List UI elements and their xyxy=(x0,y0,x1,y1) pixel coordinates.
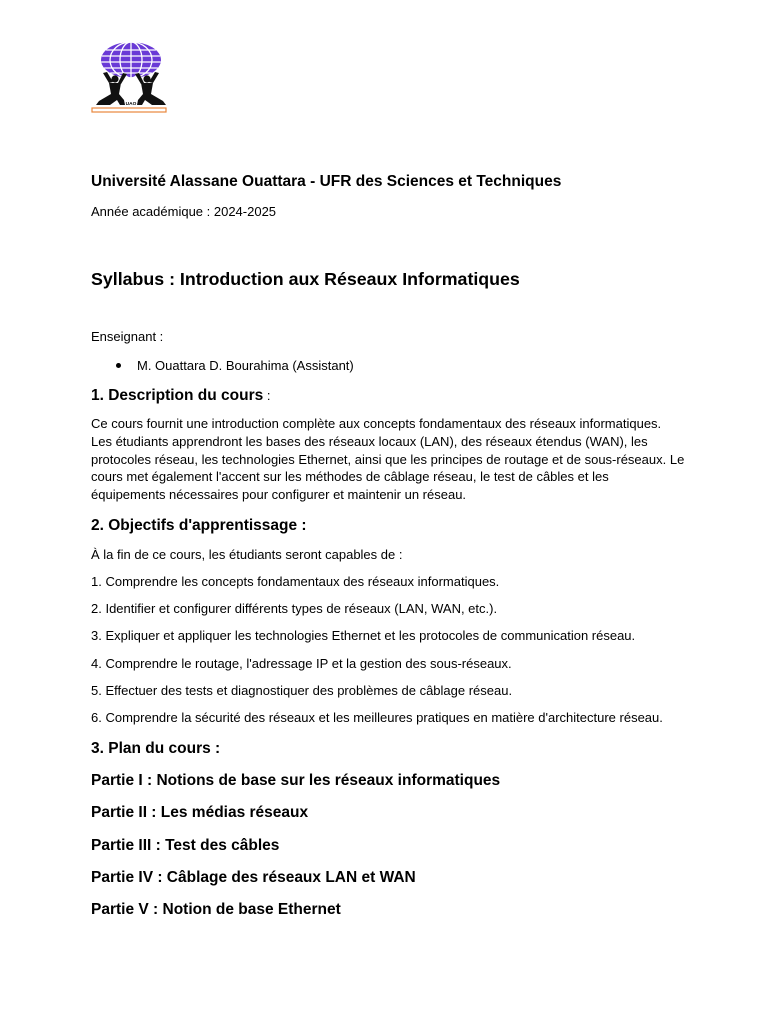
description-heading-suffix: : xyxy=(263,388,271,403)
objective-item: 2. Identifier et configurer différents types de réseaux (LAN, WAN, etc.). xyxy=(91,601,498,617)
description-heading xyxy=(91,386,271,406)
objectives-list xyxy=(91,568,663,731)
description-heading-text: 1. Description du cours xyxy=(91,387,264,404)
objective-item: 6. Comprendre la sécurité des réseaux et les meilleures pratiques en matière d'architecture réseau. xyxy=(91,710,663,726)
plan-parts-list xyxy=(91,765,500,926)
description-paragraph xyxy=(91,415,684,504)
bullet-icon xyxy=(116,363,121,368)
objective-item: 4. Comprendre le routage, l'adressage IP et la gestion des sous-réseaux. xyxy=(91,655,512,671)
logo-graphic xyxy=(90,40,170,116)
right-figure-icon xyxy=(135,72,166,105)
teacher-label: Enseignant : xyxy=(91,329,164,344)
document-title: Syllabus : Introduction aux Réseaux Informatiques xyxy=(91,269,520,289)
plan-part-item: Partie III : Test des câbles xyxy=(91,836,280,854)
description-line: Les étudiants apprendront les bases des réseaux locaux (LAN), des réseaux étendus (WAN), les xyxy=(91,433,648,449)
objective-item: 5. Effectuer des tests et diagnostiquer des problèmes de câblage réseau. xyxy=(91,682,513,698)
institution-name: Université Alassane Ouattara - UFR des Sciences et Techniques xyxy=(91,173,562,190)
plan-part-item: Partie I : Notions de base sur les réseaux informatiques xyxy=(91,772,501,789)
objective-item: 3. Expliquer et appliquer les technologies Ethernet et les protocoles de communication réseau. xyxy=(91,628,636,644)
teacher-item: M. Ouattara D. Bourahima (Assistant) xyxy=(137,358,354,373)
plan-part-item: Partie V : Notion de base Ethernet xyxy=(91,901,341,918)
plan-part-item: Partie II : Les médias réseaux xyxy=(91,804,309,822)
plan-part-item: Partie IV : Câblage des réseaux LAN et WAN xyxy=(91,868,416,886)
academic-year: Année académique : 2024-2025 xyxy=(91,204,277,219)
left-figure-icon xyxy=(96,72,127,105)
objectives-heading: 2. Objectifs d'apprentissage : xyxy=(91,517,307,534)
objectives-intro: À la fin de ce cours, les étudiants seront capables de : xyxy=(91,547,403,562)
description-line: protocoles réseau, les technologies Ethernet, ainsi que les principes de routage et de sous-réseaux. Le xyxy=(91,451,685,467)
university-logo xyxy=(90,40,170,116)
description-line: Ce cours fournit une introduction complète aux concepts fondamentaux des réseaux informatiques. xyxy=(91,416,662,431)
plan-heading: 3. Plan du cours : xyxy=(91,740,221,757)
description-line: équipements nécessaires pour configurer et maintenir un réseau. xyxy=(91,487,467,503)
logo-text: UAO xyxy=(125,102,137,107)
description-line: cours met également l'accent sur les méthodes de câblage réseau, le test de câbles et les xyxy=(91,469,609,485)
objective-item: 1. Comprendre les concepts fondamentaux des réseaux informatiques. xyxy=(91,574,500,589)
globe-icon xyxy=(101,42,161,78)
logo-base xyxy=(92,108,166,112)
